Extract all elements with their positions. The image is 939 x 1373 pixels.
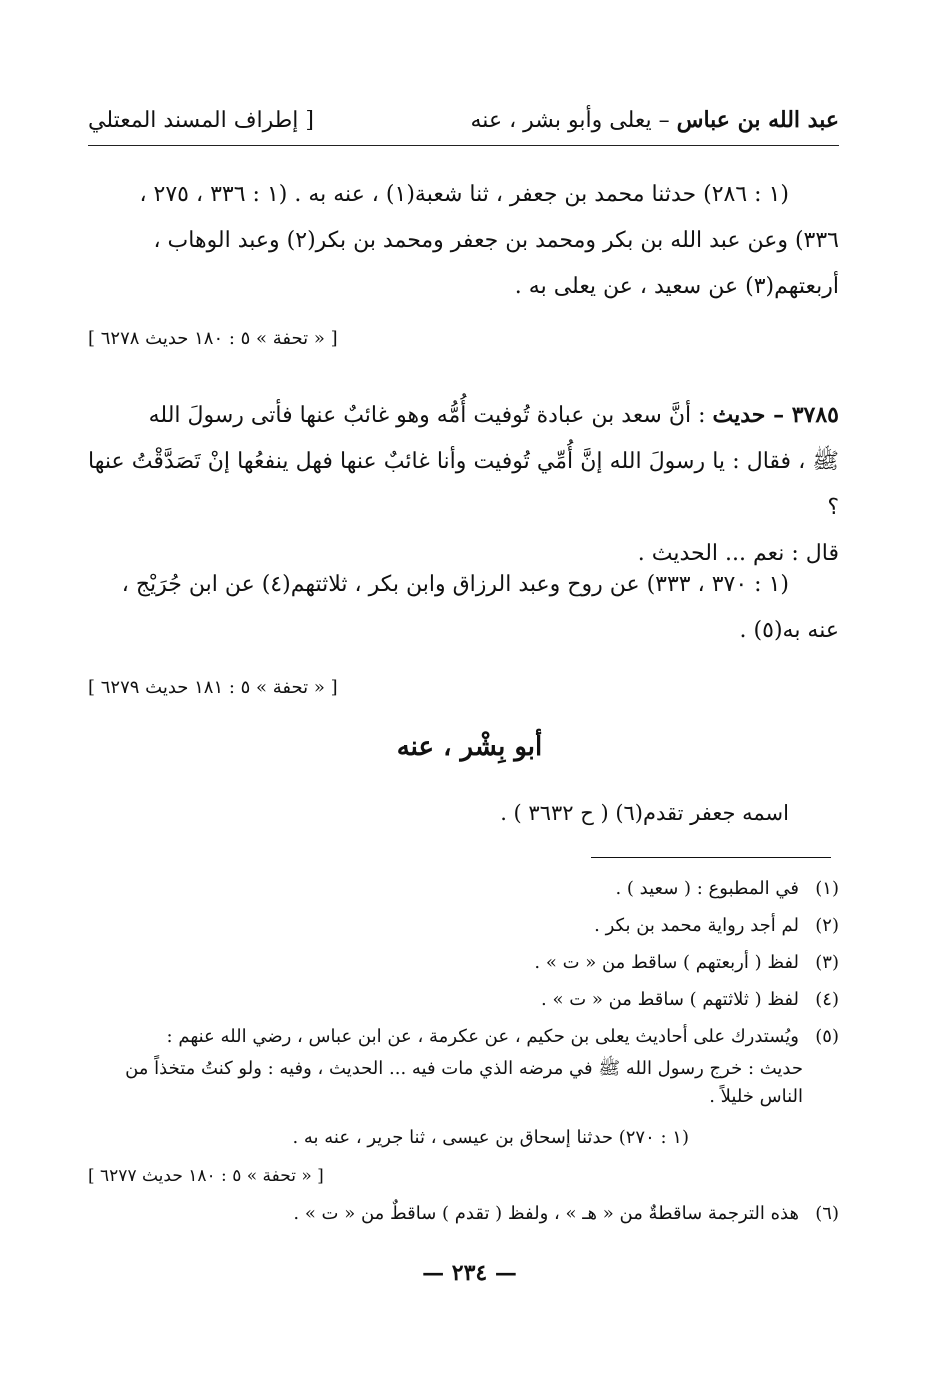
para2-line1: (١ : ٣٧٠ ، ٣٣٣) عن روح وعبد الرزاق وابن بكر ، ثلاثتهم(٤) عن ابن جُرَيْج ، bbox=[121, 572, 789, 597]
section-heading: أبو بِشْر ، عنه bbox=[396, 732, 543, 762]
header-rule bbox=[88, 145, 839, 146]
para1-line1: (١ : ٢٨٦) حدثنا محمد بن جعفر ، ثنا شعبة(١) ، عنه به . (١ : ٣٣٦ ، ٢٧٥ ، bbox=[139, 182, 789, 207]
footnote-number: (٦) bbox=[815, 1203, 839, 1224]
hadith-number: ٣٧٨٥ bbox=[791, 402, 839, 428]
header-right bbox=[471, 107, 839, 133]
para2-line2: عنه به(٥) . bbox=[739, 618, 839, 643]
paragraph-2 bbox=[88, 562, 839, 654]
footnote-text: لم أجد رواية محمد بن بكر . bbox=[594, 915, 799, 936]
footnotes bbox=[88, 870, 839, 1232]
hadith-text-1: : أنَّ سعد بن عبادة تُوفيت أُمُّه وهو غائبٌ عنها فأتى رسولَ الله bbox=[148, 403, 713, 428]
footnote-text: في المطبوع : ( سعيد ) . bbox=[615, 878, 799, 899]
footnote-2 bbox=[88, 907, 839, 944]
hadith-line2: ﷺ ، فقال : يا رسولَ الله إنَّ أُمِّي تُوفيت وأنا غائبٌ عنها فهل ينفعُها إنْ تَصَدَّقْتُ عنها ؟ bbox=[88, 449, 839, 520]
section-line bbox=[88, 790, 839, 836]
footnote-4 bbox=[88, 981, 839, 1018]
tuhfa-reference-1: [ « تحفة » ٥ : ١٨٠ حديث ٦٢٧٨ ] bbox=[88, 328, 338, 349]
footnote-5 bbox=[88, 1018, 839, 1055]
hadith-3785 bbox=[88, 392, 839, 577]
footnote-rule bbox=[591, 857, 831, 858]
header-subtitle: – يعلى وأبو بشر ، عنه bbox=[470, 108, 677, 133]
para1-line3: أربعتهم(٣) عن سعيد ، عن يعلى به . bbox=[514, 274, 839, 299]
footnote-number: (٣) bbox=[815, 952, 839, 973]
footnote-text: ويُستدرك على أحاديث يعلى بن حكيم ، عن عكرمة ، عن ابن عباس ، رضي الله عنهم : bbox=[166, 1026, 799, 1047]
footnote-1 bbox=[88, 870, 839, 907]
footnote-number: (٥) bbox=[815, 1026, 839, 1047]
footnote-5-reference: [ « تحفة » ٥ : ١٨٠ حديث ٦٢٧٧ ] bbox=[88, 1166, 324, 1186]
hadith-label: – حديث bbox=[712, 402, 792, 428]
footnote-number: (١) bbox=[815, 878, 839, 899]
footnote-text: هذه الترجمة ساقطةٌ من « هـ » ، ولفظ ( تقدم ) ساقطٌ من « ت » . bbox=[293, 1203, 799, 1224]
section-line-text: اسمه جعفر تقدم(٦) ( ح ٣٦٣٢ ) . bbox=[500, 801, 789, 825]
header-left: [ إطراف المسند المعتلي bbox=[88, 107, 314, 133]
hadith-line3: قال : نعم ... الحديث . bbox=[637, 541, 839, 566]
hadith-line1 bbox=[88, 392, 839, 439]
page-number: — ٢٣٤ — bbox=[422, 1260, 517, 1286]
tuhfa-reference-2: [ « تحفة » ٥ : ١٨١ حديث ٦٢٧٩ ] bbox=[88, 677, 338, 698]
footnote-6 bbox=[88, 1195, 839, 1232]
footnote-5-source: (١ : ٢٧٠) حدثنا إسحاق بن عيسى ، ثنا جرير ، عنه به . bbox=[292, 1127, 689, 1148]
running-header bbox=[88, 100, 839, 140]
para1-line2: ٣٣٦) وعن عبد الله بن بكر ومحمد بن جعفر ومحمد بن بكر(٢) وعبد الوهاب ، bbox=[153, 228, 839, 253]
footnote-5-continuation: حديث : خرج رسول الله ﷺ في مرضه الذي مات فيه ... الحديث ، وفيه : ولو كنتُ متخذاً من الناس خليلاً . bbox=[125, 1058, 803, 1107]
header-title: عبد الله بن عباس bbox=[676, 107, 839, 133]
footnote-3 bbox=[88, 944, 839, 981]
paragraph-1 bbox=[88, 172, 839, 310]
footnote-number: (٤) bbox=[815, 989, 839, 1010]
footnote-text: لفظ ( أربعتهم ) ساقط من « ت » . bbox=[534, 952, 799, 973]
footnote-number: (٢) bbox=[815, 915, 839, 936]
footnote-text: لفظ ( ثلاثتهم ) ساقط من « ت » . bbox=[541, 989, 799, 1010]
